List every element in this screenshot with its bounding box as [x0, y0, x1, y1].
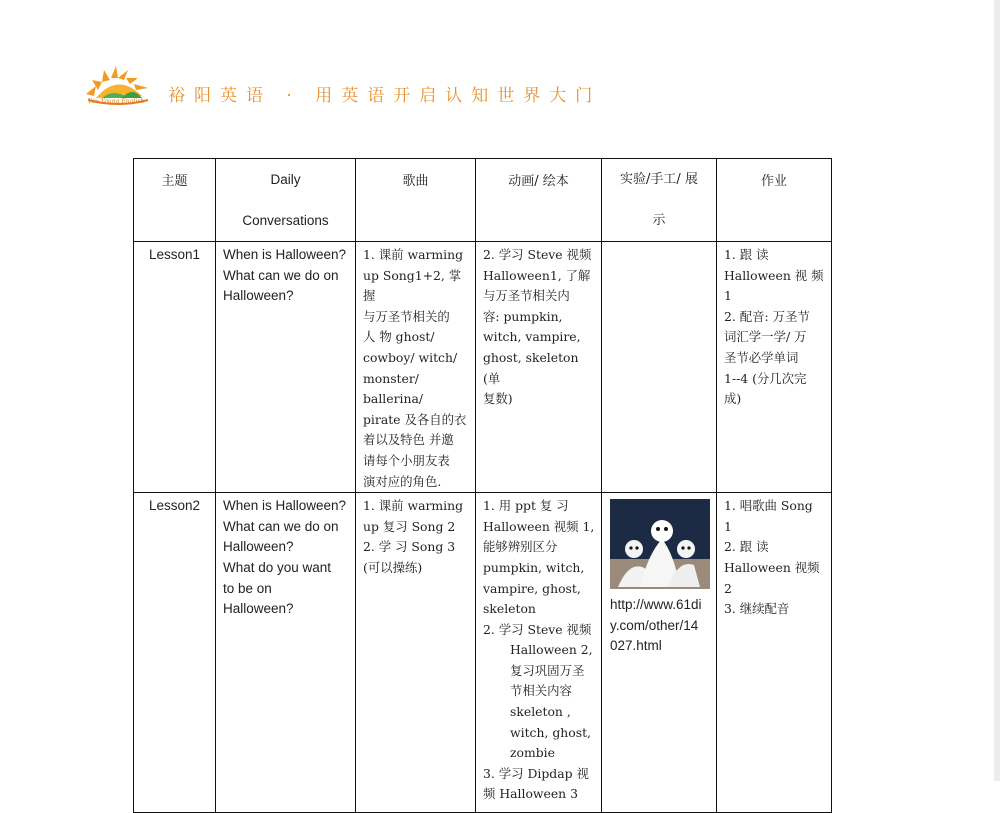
ghost-craft-photo [610, 499, 710, 589]
conversations-cell: When is Halloween? What can we do on Halloween? What do you want to be on Halloween? [216, 493, 356, 813]
animation-cell: 2. 学习 Steve 视频 Halloween1, 了解 与万圣节相关内 容: pumpkin, witch, vampire, ghost, skeleton (单 复数) [476, 242, 602, 493]
header-experiment: 实验/手工/ 展 示 [602, 159, 717, 242]
page-edge [994, 0, 1000, 781]
experiment-cell [602, 242, 717, 493]
homework-cell: 1. 唱歌曲 Song 1 2. 跟 读 Halloween 视频 2 3. 继续配音 [717, 493, 832, 813]
header-songs: 歌曲 [356, 159, 476, 242]
header-topic: 主题 [134, 159, 216, 242]
table-header-row [134, 159, 832, 242]
homework-cell: 1. 跟 读 Halloween 视 频 1 2. 配音: 万圣节 词汇学一学/ 万 圣节必学单词 1--4 (分几次完 成) [717, 242, 832, 493]
songs-cell: 1. 课前 warming up Song1+2, 掌握 与万圣节相关的 人 物 ghost/ cowboy/ witch/ monster/ ballerina/ pirate 及各自的衣 着以及特色 并邀 请每个小朋友表 演对应的角色. [356, 242, 476, 493]
craft-url[interactable]: http://www.61di y.com/other/14 027.html [610, 597, 702, 654]
lesson-cell: Lesson1 [134, 242, 216, 493]
header-homework: 作业 [717, 159, 832, 242]
lesson-cell: Lesson2 [134, 493, 216, 813]
experiment-cell [602, 493, 717, 813]
lesson-plan-table [133, 158, 832, 813]
slogan: 裕阳英语 · 用英语开启认知世界大门 [168, 86, 602, 106]
header-conversations: Daily Conversations [216, 159, 356, 242]
songs-cell: 1. 课前 warming up 复习 Song 2 2. 学 习 Song 3 (可以操练) [356, 493, 476, 813]
conversations-cell: When is Halloween? What can we do on Halloween? [216, 242, 356, 493]
animation-cell: 1. 用 ppt 复 习 Halloween 视频 1, 能够辨别区分 pumpkin, witch, vampire, ghost, skeleton 2. 学习 Steve 视频 Halloween 2, 复习巩固万圣 节相关内容 skeleton , witch, ghost, zombie 3. 学习 Dipdap 视 频 Halloween 3 [476, 493, 602, 813]
table-row [134, 242, 832, 493]
table-row [134, 493, 832, 813]
header-animation: 动画/ 绘本 [476, 159, 602, 242]
logo-text: You Young English [88, 98, 145, 105]
